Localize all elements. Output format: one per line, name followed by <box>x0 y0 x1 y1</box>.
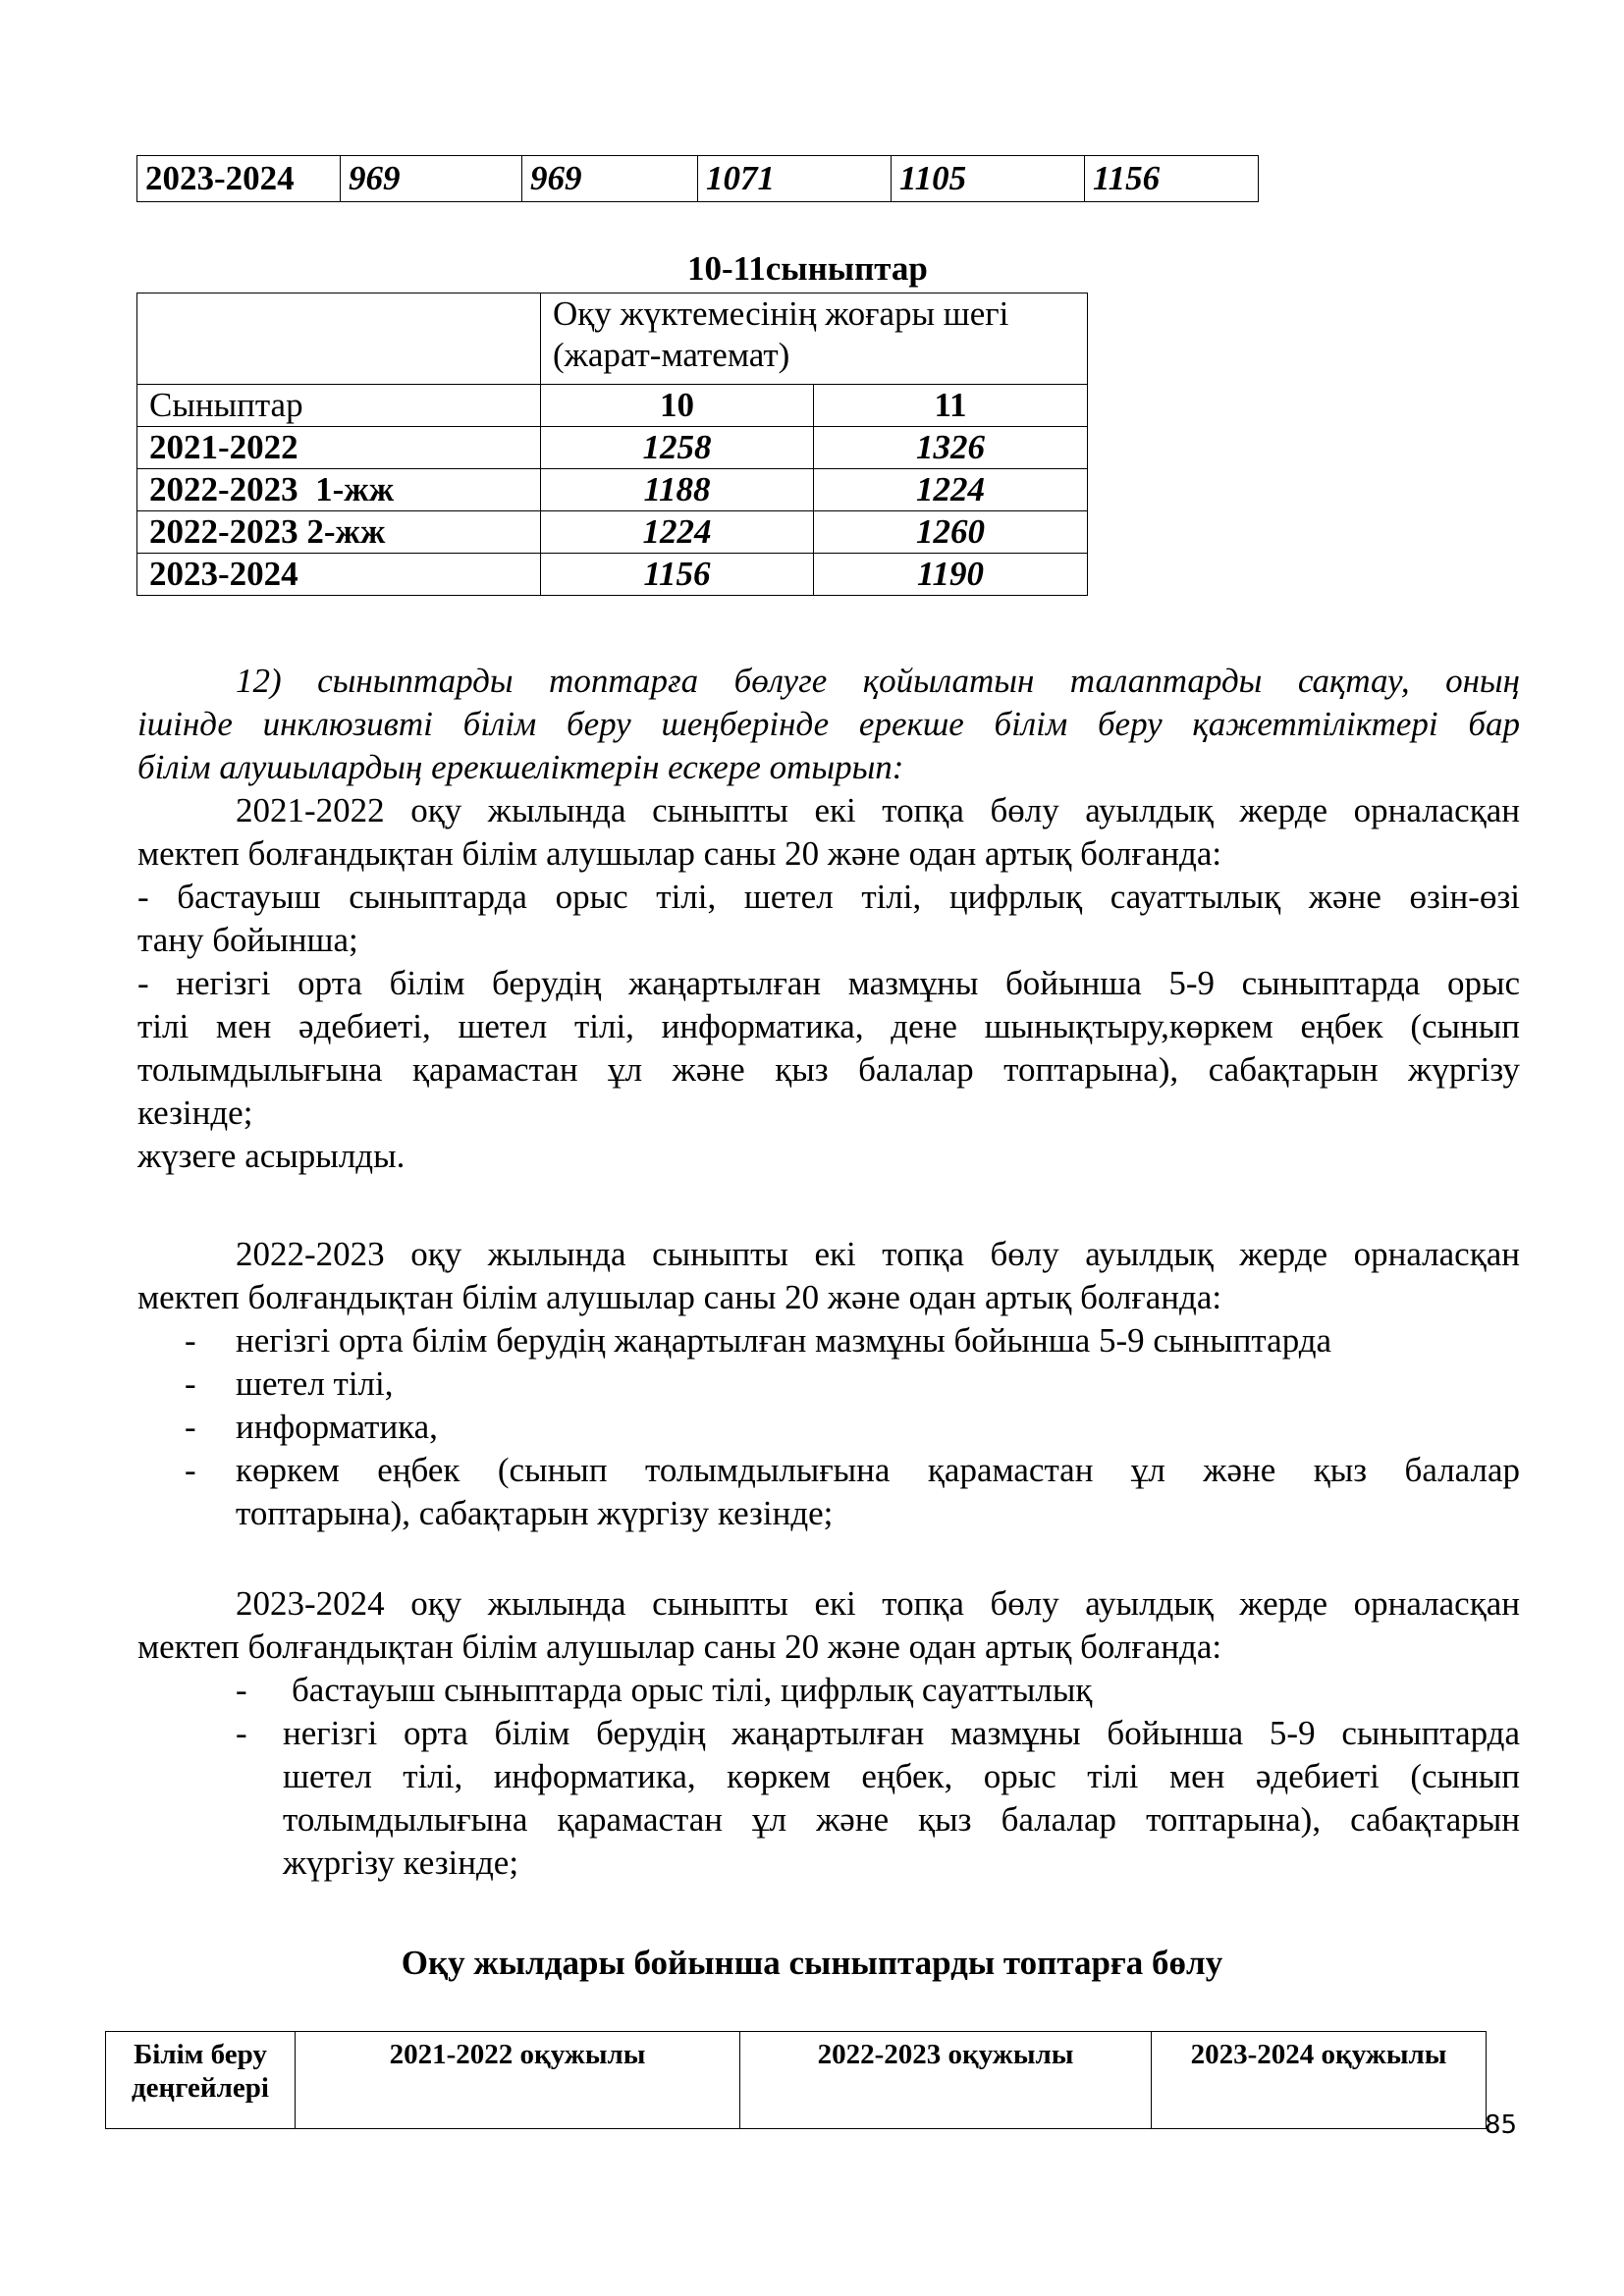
table-cell: 1190 <box>814 554 1088 596</box>
classes-label: Сыныптар <box>137 385 541 427</box>
list-item-text: көркем еңбек (сынып толымдылығына қарамастан ұл және қыз балалар <box>236 1451 1520 1489</box>
table-row <box>137 156 1259 202</box>
text-line: 2023-2024 оқу жылында сыныпты екі топқа бөлу ауылдық жерде орналасқан <box>236 1584 1520 1623</box>
table-row <box>137 511 1088 554</box>
dash-bullet: - <box>185 1364 196 1403</box>
table-header-load-limit: Оқу жүктемесінің жоғары шегі (жарат-математ) <box>541 294 1088 385</box>
load-table-10-11 <box>136 293 1088 596</box>
table-cell-year: 2022-2023 2-жж <box>137 511 541 554</box>
list-item <box>137 1406 1520 1449</box>
class-11-header: 11 <box>814 385 1088 427</box>
class-10-header: 10 <box>541 385 814 427</box>
table-cell: 1188 <box>541 469 814 511</box>
table-cell-year: 2022-2023 1-жж <box>137 469 541 511</box>
list-item-text: жүргізу кезінде; <box>283 1843 519 1882</box>
list-item-text: топтарына), сабақтарын жүргізу кезінде; <box>236 1494 834 1532</box>
table-cell: 1156 <box>1085 156 1259 202</box>
list-item-text: негізгі орта білім берудің жаңартылған мазмұны бойынша 5-9 сыныптарда <box>283 1714 1520 1752</box>
section-title-groups: Оқу жылдары бойынша сыныптарды топтарға бөлу <box>401 1944 1223 1982</box>
table-cell-empty <box>137 294 541 385</box>
dash-bullet: - <box>185 1321 196 1360</box>
table-row <box>137 385 1088 427</box>
text-line: толымдылығына қарамастан ұл және қыз балалар топтарына), сабақтарын жүргізу <box>137 1050 1520 1089</box>
year-2021-2022-header: 2021-2022 оқужылы <box>296 2032 740 2129</box>
table-row <box>137 554 1088 596</box>
header-text-line: деңгейлері <box>132 2072 269 2104</box>
list-item-text: бастауыш сыныптарда орыс тілі, цифрлық сауаттылық <box>292 1671 1093 1709</box>
table-cell: 1260 <box>814 511 1088 554</box>
text-line: - негізгі орта білім берудің жаңартылған мазмұны бойынша 5-9 сыныптарда орыс <box>137 964 1520 1002</box>
list-item-text: информатика, <box>236 1408 438 1446</box>
list-item-text: толымдылығына қарамастан ұл және қыз балалар топтарына), сабақтарын <box>283 1800 1520 1839</box>
list-item <box>137 1449 1520 1535</box>
dash-bullet: - <box>236 1671 247 1709</box>
text-line: 2022-2023 оқу жылында сыныпты екі топқа бөлу ауылдық жерде орналасқан <box>236 1235 1520 1273</box>
text-line: тану бойынша; <box>137 921 358 959</box>
table-row <box>137 427 1088 469</box>
text-line: білім алушылардың ерекшеліктерін ескере отырып: <box>137 748 904 786</box>
year-2022-2023-header: 2022-2023 оқужылы <box>740 2032 1152 2129</box>
text-line: мектеп болғандықтан білім алушылар саны 20 және одан артық болғанда: <box>137 1278 1222 1316</box>
text-line: кезінде; <box>137 1094 253 1132</box>
table-cell: 1224 <box>814 469 1088 511</box>
list-item-text: негізгі орта білім берудің жаңартылған мазмұны бойынша 5-9 сыныптарда <box>236 1321 1332 1360</box>
dash-bullet: - <box>185 1451 196 1489</box>
list-item <box>137 1362 1520 1406</box>
list-item <box>137 1712 1520 1885</box>
page-number: 85 <box>1485 2110 1518 2140</box>
table-cell-year: 2023-2024 <box>137 554 541 596</box>
table-cell: 969 <box>522 156 698 202</box>
text-line: жүзеге асырылды. <box>137 1137 406 1175</box>
list-item <box>137 1319 1520 1362</box>
year-2023-2024-header: 2023-2024 оқужылы <box>1152 2032 1487 2129</box>
table-cell-year: 2021-2022 <box>137 427 541 469</box>
text-line: 2021-2022 оқу жылында сыныпты екі топқа бөлу ауылдық жерде орналасқан <box>236 791 1520 829</box>
text-line: мектеп болғандықтан білім алушылар саны 20 және одан артық болғанда: <box>137 1628 1222 1666</box>
table-cell-year: 2023-2024 <box>137 156 341 202</box>
dash-bullet: - <box>185 1408 196 1446</box>
table-header-row <box>137 294 1088 385</box>
list-item-text: шетел тілі, информатика, көркем еңбек, орыс тілі мен әдебиеті (сынып <box>283 1757 1520 1795</box>
text-line: ішінде инклюзивті білім беру шеңберінде ерекше білім беру қажеттіліктері бар <box>137 705 1520 743</box>
header-text-line: Білім беру <box>134 2039 267 2070</box>
table-cell: 1258 <box>541 427 814 469</box>
table-cell: 1156 <box>541 554 814 596</box>
list-item-text: шетел тілі, <box>236 1364 394 1403</box>
year-2023-2024-block <box>137 1582 1520 1885</box>
dash-bullet: - <box>236 1714 247 1752</box>
requirement-12-paragraph <box>137 660 1520 789</box>
list-item <box>137 1669 1520 1712</box>
text-line: тілі мен әдебиеті, шетел тілі, информатика, дене шынықтыру,көркем еңбек (сынып <box>137 1007 1520 1045</box>
text-line: мектеп болғандықтан білім алушылар саны 20 және одан артық болғанда: <box>137 834 1222 873</box>
groups-table <box>105 2031 1487 2129</box>
table-row <box>137 469 1088 511</box>
year-2021-2022-block <box>137 789 1520 1178</box>
section-title-10-11: 10-11сыныптар <box>687 249 928 288</box>
education-levels-header <box>106 2032 296 2129</box>
table-cell: 969 <box>341 156 522 202</box>
text-line: 12) сыныптарды топтарға бөлуге қойылатын талаптарды сақтау, оның <box>236 662 1520 700</box>
table-cell: 1071 <box>698 156 892 202</box>
table-header-row <box>106 2032 1487 2129</box>
table-cell: 1105 <box>892 156 1085 202</box>
table-cell: 1224 <box>541 511 814 554</box>
text-line: - бастауыш сыныптарда орыс тілі, шетел тілі, цифрлық сауаттылық және өзін-өзі <box>137 878 1520 916</box>
year-2022-2023-block <box>137 1233 1520 1535</box>
table-cell: 1326 <box>814 427 1088 469</box>
load-table-continued <box>136 155 1259 202</box>
